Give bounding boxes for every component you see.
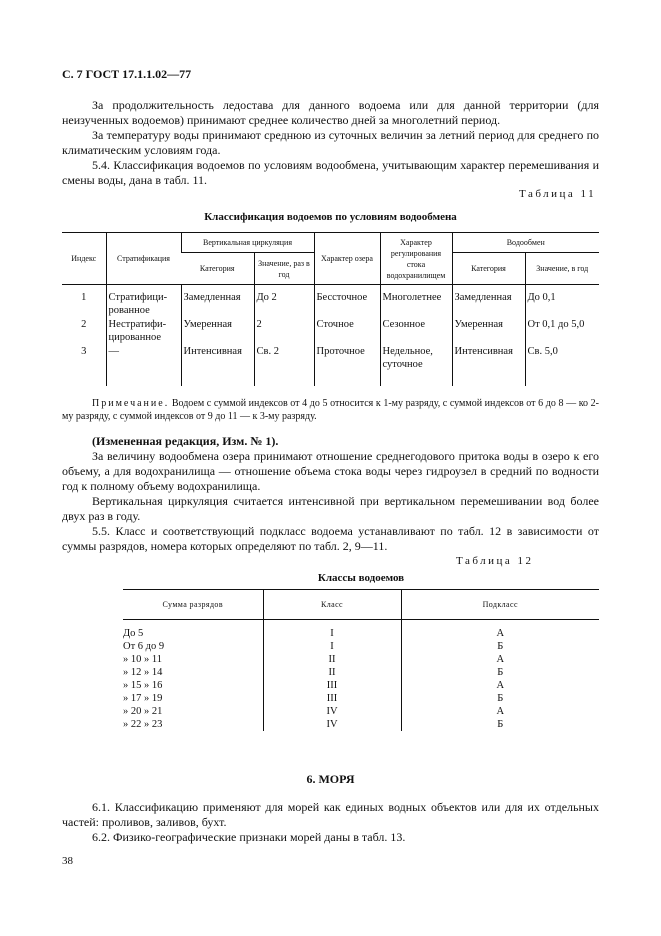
paragraph: 5.4. Классификация водоемов по условиям водообмена, учитывающим характер перемешивания и смены воды, дана в табл. 11. — [62, 158, 599, 187]
table-row — [123, 718, 599, 731]
cell: II — [263, 653, 401, 666]
cell: Б — [401, 718, 599, 731]
col-ex-category: Категория — [452, 253, 525, 285]
table-row — [62, 317, 599, 344]
cell: А — [401, 705, 599, 718]
cell: Замедленная — [452, 285, 525, 318]
note-text: Водоем с суммой индексов от 4 до 5 относится к 1-му разряду, с суммой индексов от 6 до 8 — ко 2-му разряду, с суммой индексов от 9 до 11 — к 3-му разряду. — [62, 398, 600, 422]
cell: — — [106, 344, 181, 386]
cell: Умеренная — [452, 317, 525, 344]
table-row — [123, 640, 599, 653]
col-regulation: Характер регулирования стока водохранилищем — [380, 233, 452, 285]
paragraph: 6.2. Физико-географические признаки морей даны в табл. 13. — [92, 830, 406, 844]
cell: А — [401, 653, 599, 666]
intro-paragraphs — [62, 98, 599, 188]
table-row — [123, 666, 599, 679]
section-title: 6. МОРЯ — [306, 772, 355, 786]
col-vc-category: Категория — [181, 253, 254, 285]
cell: II — [263, 666, 401, 679]
cell: » 20 » 21 — [123, 706, 163, 717]
cell: Б — [401, 692, 599, 705]
table-12-number: Таблица 12 — [456, 555, 534, 567]
table-12-title: Классы водоемов — [317, 572, 405, 584]
table-12 — [123, 589, 599, 731]
col-vertical-circulation: Вертикальная циркуляция — [181, 233, 314, 253]
cell: Нестратифи-цированное — [106, 317, 181, 344]
cell: » 15 » 16 — [123, 680, 163, 691]
cell: А — [401, 620, 599, 641]
cell: Интенсивная — [452, 344, 525, 386]
paragraph: За температуру воды принимают среднюю из суточных величин за летний период для среднего по климатическим условиям года. — [62, 128, 599, 157]
middle-paragraphs — [62, 434, 599, 554]
cell: От 6 до 9 — [123, 641, 165, 652]
table-11 — [62, 232, 599, 386]
cell: Стратифици-рованное — [106, 285, 181, 318]
cell: » 10 » 11 — [123, 654, 162, 665]
table-row — [123, 705, 599, 718]
cell: 3 — [81, 346, 87, 357]
cell: От 0,1 до 5,0 — [525, 317, 599, 344]
cell: Замедленная — [181, 285, 254, 318]
amendment-note: (Измененная редакция, Изм. № 1). — [92, 434, 279, 448]
col-index: Индекс — [62, 233, 106, 285]
cell: Св. 5,0 — [525, 344, 599, 386]
page-number: 38 — [62, 855, 73, 867]
paragraph: Вертикальная циркуляция считается интенсивной при вертикальном перемешивании вод более двух раз в году. — [62, 494, 599, 523]
cell: IV — [263, 705, 401, 718]
col-vc-value: Значение, раз в год — [254, 253, 314, 285]
cell: Св. 2 — [254, 344, 314, 386]
cell: 2 — [81, 319, 87, 330]
table-row — [62, 285, 599, 318]
cell: III — [263, 692, 401, 705]
cell: До 2 — [254, 285, 314, 318]
cell: Сезонное — [380, 317, 452, 344]
cell: » 12 » 14 — [123, 667, 163, 678]
cell: До 5 — [123, 628, 144, 639]
page-header: С. 7 ГОСТ 17.1.1.02—77 — [62, 67, 192, 81]
cell: » 17 » 19 — [123, 693, 163, 704]
table-11-title: Классификация водоемов по условиям водообмена — [204, 211, 457, 223]
cell: III — [263, 679, 401, 692]
col-sum: Сумма разрядов — [123, 590, 263, 620]
cell: Интенсивная — [181, 344, 254, 386]
paragraph: 5.5. Класс и соответствующий подкласс водоема устанавливают по табл. 12 в зависимости от суммы разрядов, номера которых определяют по табл. 2, 9—11. — [62, 524, 599, 553]
cell: До 0,1 — [525, 285, 599, 318]
cell: Б — [401, 640, 599, 653]
col-ex-value: Значение, в год — [525, 253, 599, 285]
note-label: Примечание. — [92, 398, 170, 409]
table-row — [123, 620, 599, 641]
cell: 1 — [81, 292, 87, 303]
table-row — [123, 679, 599, 692]
paragraph: За величину водообмена озера принимают отношение среднегодового притока воды в озеро к его объему, а для водохранилища — отношение объема стока воды через гидроузел в средний по водности год к полному объему водохранилища. — [62, 449, 599, 493]
cell: Б — [401, 666, 599, 679]
cell: I — [263, 620, 401, 641]
bottom-paragraphs — [62, 800, 599, 845]
cell: 2 — [254, 317, 314, 344]
cell: Умеренная — [181, 317, 254, 344]
table-row — [123, 692, 599, 705]
col-exchange: Водообмен — [452, 233, 599, 253]
cell: Сточное — [314, 317, 380, 344]
table-row — [62, 344, 599, 386]
col-subclass: Подкласс — [401, 590, 599, 620]
cell: Многолетнее — [380, 285, 452, 318]
cell: IV — [263, 718, 401, 731]
paragraph: 6.1. Классификацию применяют для морей как единых водных объектов или для их отдельных частей: проливов, заливов, бухт. — [62, 800, 599, 829]
cell: I — [263, 640, 401, 653]
cell: Недельное, суточное — [380, 344, 452, 386]
col-stratification: Стратификация — [106, 233, 181, 285]
cell: Проточное — [314, 344, 380, 386]
col-lake-character: Характер озера — [314, 233, 380, 285]
cell: А — [401, 679, 599, 692]
table-11-note — [62, 397, 599, 423]
paragraph: За продолжительность ледостава для данного водоема или для данной территории (для неизученных водоемов) принимают среднее количество дней за многолетний период. — [62, 98, 599, 127]
col-class: Класс — [263, 590, 401, 620]
cell: » 22 » 23 — [123, 719, 163, 730]
table-row — [123, 653, 599, 666]
cell: Бессточное — [314, 285, 380, 318]
table-11-number: Таблица 11 — [519, 188, 597, 200]
